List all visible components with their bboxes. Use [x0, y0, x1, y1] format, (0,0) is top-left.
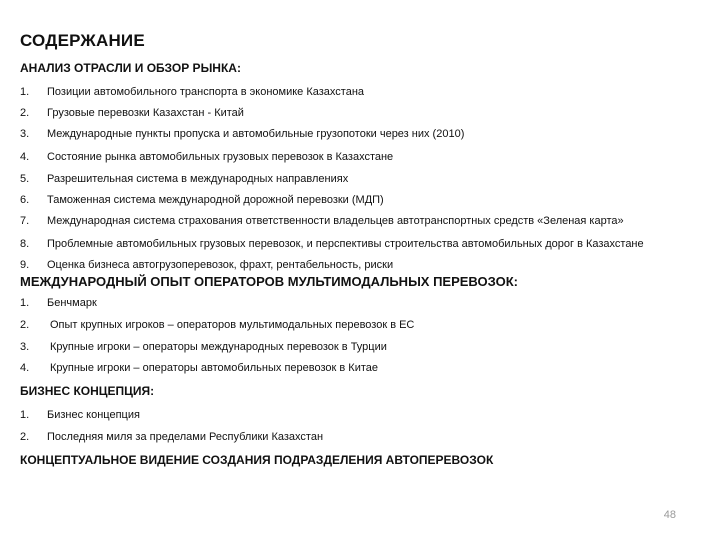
page-title: СОДЕРЖАНИЕ — [20, 31, 145, 50]
item-number: 7. — [20, 215, 30, 227]
item-number: 5. — [20, 173, 30, 185]
section-heading-business-concept: БИЗНЕС КОНЦЕПЦИЯ: — [20, 384, 155, 398]
item-text: Последняя миля за пределами Республики Казахстан — [47, 431, 324, 443]
item-text: Опыт крупных игроков – операторов мультимодальных перевозок в ЕС — [50, 319, 415, 331]
item-number: 1. — [20, 297, 30, 309]
item-number: 9. — [20, 259, 30, 271]
item-number: 1. — [20, 409, 30, 421]
section-heading-international-experience: МЕЖДУНАРОДНЫЙ ОПЫТ ОПЕРАТОРОВ МУЛЬТИМОДАЛЬНЫХ ПЕРЕВОЗОК: — [20, 274, 518, 289]
item-number: 4. — [20, 362, 30, 374]
item-number: 8. — [20, 238, 30, 250]
item-text: Грузовые перевозки Казахстан - Китай — [47, 107, 244, 119]
item-text: Бенчмарк — [47, 297, 97, 309]
item-number: 2. — [20, 107, 30, 119]
page-number: 48 — [663, 509, 676, 521]
item-text: Таможенная система международной дорожной перевозки (МДП) — [47, 194, 384, 206]
section-heading-conceptual-vision: КОНЦЕПТУАЛЬНОЕ ВИДЕНИЕ СОЗДАНИЯ ПОДРАЗДЕЛЕНИЯ АВТОПЕРЕВОЗОК — [20, 453, 494, 467]
item-text: Оценка бизнеса автогрузоперевозок, фрахт, рентабельность, риски — [47, 259, 394, 271]
item-text: Разрешительная система в международных направлениях — [47, 173, 349, 185]
item-text: Состояние рынка автомобильных грузовых перевозок в Казахстане — [47, 151, 394, 163]
item-text: Крупные игроки – операторы автомобильных перевозок в Китае — [50, 362, 378, 374]
item-text: Проблемные автомобильных грузовых перевозок, и перспективы строительства автомобильных дорог в Казахстане — [47, 238, 644, 250]
item-number: 2. — [20, 431, 30, 443]
item-text: Бизнес концепция — [47, 409, 140, 421]
item-number: 6. — [20, 194, 30, 206]
item-number: 1. — [20, 86, 30, 98]
item-number: 2. — [20, 319, 30, 331]
item-number: 3. — [20, 341, 30, 353]
item-text: Позиции автомобильного транспорта в экономике Казахстана — [47, 86, 365, 98]
section-heading-market-analysis: АНАЛИЗ ОТРАСЛИ И ОБЗОР РЫНКА: — [20, 61, 241, 75]
item-text: Крупные игроки – операторы международных перевозок в Турции — [50, 341, 387, 353]
item-text: Международные пункты пропуска и автомобильные грузопотоки через них (2010) — [47, 128, 465, 140]
item-number: 4. — [20, 151, 30, 163]
item-text: Международная система страхования ответственности владельцев автотранспортных средств «Зеленая карта» — [47, 215, 624, 227]
item-number: 3. — [20, 128, 30, 140]
